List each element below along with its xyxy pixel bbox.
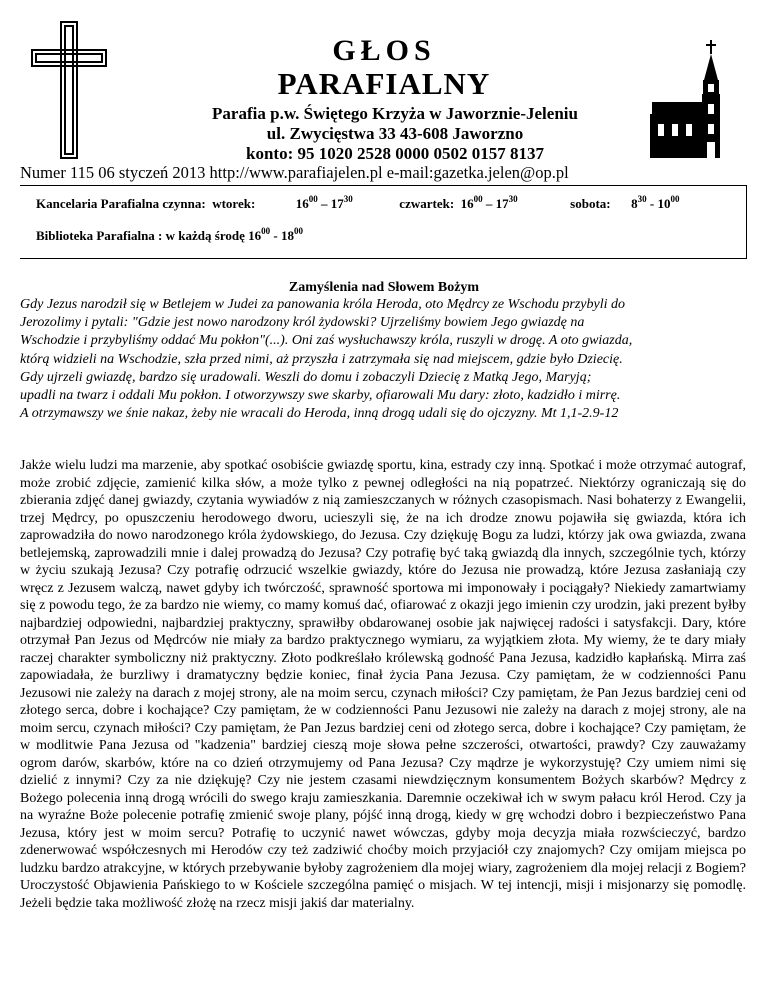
thursday-from-minutes: 00: [473, 194, 483, 204]
saturday-from-minutes: 30: [637, 194, 647, 204]
reflection-paragraph: Jakże wielu ludzi ma marzenie, aby spotkać osobiście gwiazdę sportu, kina, estrady czy inną. Spotkać i może otrzymać autograf, może zrobić zdjęcie, zamienić kilka słów, a może tylko z pewnej odległości na nią popatrzeć. Niektórzy ograniczają się do zbierania zdjęć danej gwiazdy, czytania wywiadów z nią zamieszczanych w różnych czasopismach. Nasi bohaterzy z Ewangelii, trzej Mędrcy, po opuszczeniu herodowego dworu, ucieszyli się, że na ich drodze znowu pojawiła się gwiazda, która ich zaprowadziła do nowo narodzonego króla żydowskiego, do Jezusa. Czy dziękuję Bogu za ludzi, którzy jak owa gwiazda, zwana betlejemską, zaprowadzili mnie i dalej prowadzą do Jezusa? Czy potrafię być taką gwiazdą dla innych, szczególnie tych, którzy w życiu szukają Jezusa? Czy potrafię odrzucić wszelkie gwiazdy, które do Jezusa nie prowadzą, które Jezusa zasłaniają czy wręcz z Jezusem walczą, nawet gdyby ich twórczość, sprawność sportowa mi imponowały i pociągały? Niekiedy zamartwiamy się z powodu tego, że za bardzo nie wiemy, co mamy komuś dać, ofiarować z okazji jego imienin czy urodzin, jaki prezent byłby najbardziej odpowiedni, najbardziej praktyczny, sprawiłby obdarowanej osobie jak najwięcej radości i satysfakcji. Dary, które otrzymał Pan Jezus od Mędrców nie miały za bardzo praktycznego wymiaru, za wyjątkiem złota. My wiemy, że te dary miały raczej charakter symboliczny niż praktyczny. Złoto podkreślało królewską godność Pana Jezusa, kadzidło kapłańską. Mirra zaś zapowiadała, że burzliwy i dramatyczny będzie koniec, finał życia Pana Jezusa. Czy pamiętam, że w codzienności Panu Jezusowi nie zależy na darach z mojej strony, ale na moim sercu, czynach miłości? Czy pamiętam, że Pan Jezus bardziej ceni od złotego serca, dobre i kochające? Czy pamiętam, że w codzienności Panu Jezusowi nie zależy na darach z mojej strony, ale na moim sercu, czynach miłości? Czy pamiętam, że Pan Jezus bardziej ceni od złotego serca, dobre i kochające? Czy pamiętam, że w modlitwie Pana Jezusa od "kadzenia" bardziej cieszą moje słowa pełne szczerości, otwartości, prawdy? Czy zauważamy ogrom darów, skarbów, które na co dzień otrzymujemy od Pana Jezusa? Czy mądrze je wykorzystuję? Czy umiem nimi się dzielić z innymi? Czy za nie dziękuję? Czy nie jestem czasami niewdzięcznym konsumentem Bożych skarbów? Mędrcy z Bożego polecenia inną drogą wrócili do swego kraju zamieszkania. Daremnie oczekiwał ich w swym pałacu król Herod. Czy ja na wyraźne Boże polecenie potrafię zmienić swoje plany, pójść inną drogą, kiedy w grę wchodzi dobro i bezpieczeństwo Pana Jezusa, który jest w moim sercu? Potrafię to uczynić nawet wówczas, gdyby moja decyzja miała rozwścieczyć, bardzo zdenerwować współczesnych mi Herodów czy też zadziwić choćby moich przyjaciół czy znajomych? Czy omijam miejsca po ludzku bardzo atrakcyjne, w których przebywanie byłoby zagrożeniem dla mojej wiary, zagrożeniem dla mojej relacji z Bogiem? Uroczystość Objawienia Pańskiego to w Kościele szczególna pamięć o misjach. W tej intencji, misji i misjonarzy się pomodlę. Jeżeli będzie taka możliwość złożę na rzecz misji jakiś dar materialny.: [20, 458, 746, 911]
tuesday-hours: 16: [295, 196, 309, 211]
saturday-to: - 10: [646, 196, 671, 211]
tuesday-to: – 17: [321, 196, 344, 211]
quote-line: A otrzymawszy we śnie nakaz, żeby nie wracali do Heroda, inną drogą udali się do ojczyzny. Mt 1,1-2.9-12: [20, 406, 619, 422]
thursday-to: – 17: [485, 196, 509, 211]
bank-account: konto: 95 1020 2528 0000 0502 0157 8137: [246, 144, 544, 163]
tuesday-label: wtorek:: [212, 196, 256, 211]
newsletter-title: GŁOS: [332, 34, 436, 67]
parish-address: ul. Zwycięstwa 33 43-608 Jaworzno: [266, 124, 524, 143]
parish-name: Parafia p.w. Świętego Krzyża w Jaworznie-Jeleniu: [212, 104, 578, 123]
office-label: Kancelaria Parafialna czynna:: [36, 196, 206, 211]
info-box: [20, 185, 747, 259]
office-hours-row: [36, 196, 679, 212]
thursday-label: czwartek:: [399, 196, 455, 211]
quote-line: Gdy ujrzeli gwiazdę, bardzo się uradowali. Weszli do domu i zobaczyli Dziecię z Matką Jego, Maryją;: [20, 369, 592, 385]
saturday-to-minutes: 00: [670, 194, 680, 204]
saturday-label: sobota:: [570, 196, 611, 211]
library-to-minutes: 00: [293, 226, 303, 236]
gospel-quote: [20, 296, 746, 423]
tuesday-to-minutes: 30: [343, 194, 353, 204]
quote-line: Jerozolimy i pytali: "Gdzie jest nowo narodzony król żydowski? Ujrzeliśmy bowiem Jego gwiazdę na: [20, 315, 585, 331]
library-label: Biblioteka Parafialna : w każdą środę 16: [36, 228, 262, 243]
library-to: - 18: [270, 228, 294, 243]
quote-line: Wschodzie i przybyliśmy oddać Mu pokłon"(...). Oni zaś wysłuchawszy króla, ruszyli w drogę. A oto gwiazda,: [20, 333, 633, 349]
reflection-text: [20, 457, 746, 912]
saturday-hours: 8: [631, 196, 638, 211]
quote-line: Gdy Jezus narodził się w Betlejem w Judei za panowania króla Heroda, oto Mędrcy ze Wschodu przybyli do: [20, 297, 626, 312]
newsletter-subtitle: PARAFIALNY: [277, 66, 491, 101]
quote-line: upadli na twarz i oddali Mu pokłon. I otworzywszy swe skarby, ofiarowali Mu dary: złoto, kadzidło i mirrę.: [20, 388, 621, 404]
thursday-hours: 16: [460, 196, 474, 211]
thursday-to-minutes: 30: [508, 194, 518, 204]
library-hours-row: [36, 228, 303, 244]
library-from-minutes: 00: [261, 226, 271, 236]
quote-line: którą widzieli na Wschodzie, szła przed nimi, aż przyszła i zatrzymała się nad miejscem, gdzie było Dziecię.: [20, 351, 623, 367]
issue-line: Numer 115 06 styczeń 2013 http://www.parafiajelen.pl e-mail:gazetka.jelen@op.pl: [20, 163, 569, 182]
tuesday-from-minutes: 00: [308, 194, 318, 204]
section-title: Zamyślenia nad Słowem Bożym: [288, 280, 480, 295]
